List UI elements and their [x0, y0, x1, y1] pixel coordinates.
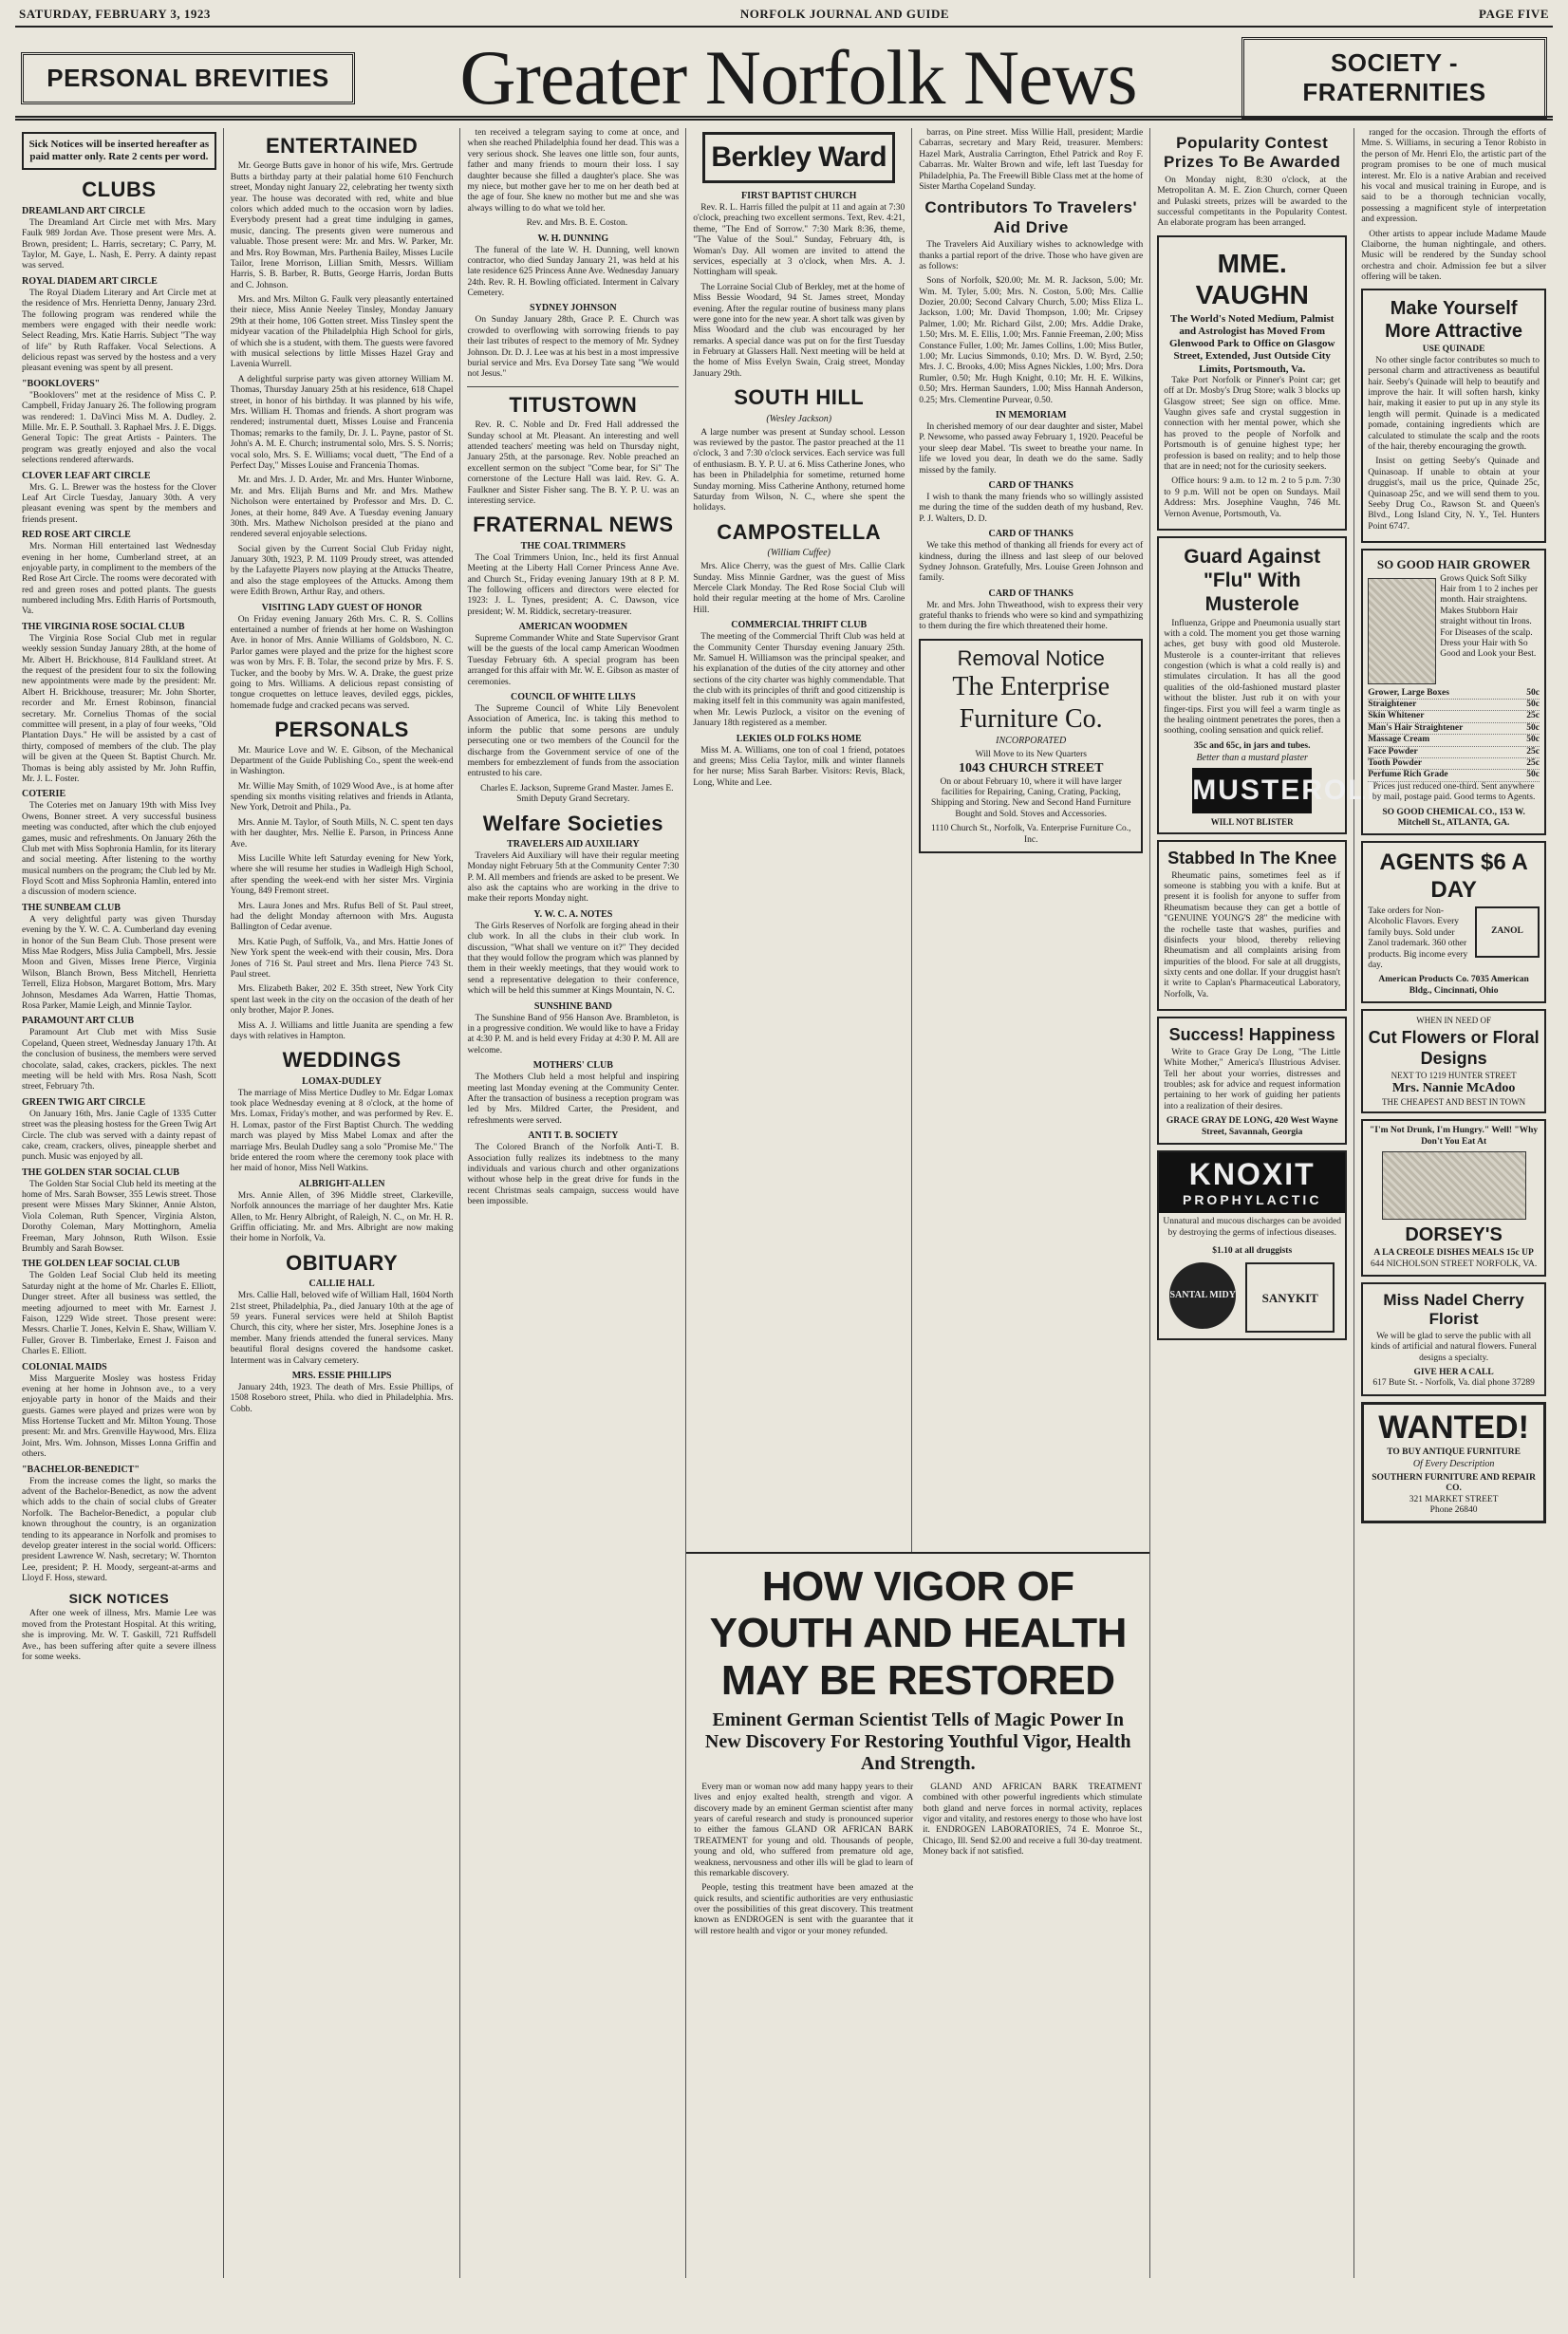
page-title: Greater Norfolk News: [459, 34, 1137, 121]
dorsey-ad: [1361, 1119, 1546, 1277]
removal-company-1: The Enterprise: [952, 672, 1111, 702]
price-row: [1368, 758, 1540, 770]
johnson-heading: SYDNEY JOHNSON: [530, 303, 617, 314]
flu-text: Influenza, Grippe and Pneumonia usually start with a cold. The moment you get those warning aches, get busy with good old Musterole. Musterole is a counter-irritant that relieves congestion (which is what a cold really is) and stimulates circulation. It has all the good qualities of the old-fashioned mustard plaster without the blister. Just rub it on with your finger-tips. First you will feel a warm tingle as the healing ointment penetrates the pores, then a soothing, cooling sensation and quick relief.: [1164, 618, 1341, 737]
dorsey-quote: "I'm Not Drunk, I'm Hungry." Well! "Why Don't You Eat At: [1370, 1126, 1539, 1147]
club-text: From the increase comes the light, so marks the advent of the Bachelor-Benedict, as now the advent which adds to the chain of social clubs of Greater Norfolk. The Bachelor-Benedict, a popular club known throughout the country, is an organization tending to its appearance in Norfolk and promises to develop greater interest in the social world. Officers: president Lawrence W. Nash, secretary; W. Thornton Lee, president; P. H. Moody, sergeant-at-arms and Lloyd F. Hoss, steward.: [22, 1476, 216, 1584]
removal-title: Removal Notice: [957, 645, 1105, 670]
knoxit-price: $1.10 at all druggists: [1212, 1245, 1293, 1256]
travelers-aid-text: Travelers Aid Auxiliary will have their regular meeting Monday night February 5th at the Community Center 7:30 P. M. All members and friends are asked to be present. We also ask the captains who are working in the drive to make their reports Monday night.: [467, 850, 680, 905]
coal-trimmers-text: The Coal Trimmers Union, Inc., held its first Annual Meeting at the Liberty Hall Corner Princess Anne Ave. and Church St., Friday evening January 19th at 8 P. M. The following officers and directors were elected for 1923: J. L. Tynes, president; A. C. Dawson, vice president; W. M. Riddick, secretary-treasurer.: [467, 552, 680, 617]
memoriam-heading: IN MEMORIAM: [995, 409, 1067, 420]
woodmen-heading: AMERICAN WOODMEN: [518, 622, 628, 633]
musterole-logo: MUSTEROLE: [1192, 768, 1312, 813]
club-text: Paramount Art Club met with Miss Susie Copeland, Queen street, Wednesday January 17th. At the conclusion of business, the members were served chocolate, salad, cakes, crackers, pickles. The next meeting will be held with Mrs. Rosa Nash, Scott street, February 7th.: [22, 1028, 216, 1092]
club-heading: "BACHELOR-BENEDICT": [22, 1464, 140, 1475]
zanol-logo: ZANOL: [1475, 906, 1540, 958]
flowers-tag: THE CHEAPEST AND BEST IN TOWN: [1382, 1096, 1526, 1107]
dorsey-address: 644 NICHOLSON STREET NORFOLK, VA.: [1370, 1259, 1538, 1269]
price-value: 50c: [1526, 700, 1540, 710]
wanted-address: 321 MARKET STREET: [1409, 1494, 1499, 1504]
personals-list: [231, 746, 454, 1043]
column-ads-1: [1150, 128, 1389, 2278]
dorsey-illustration: [1382, 1151, 1526, 1220]
visiting-text: On Friday evening January 26th Mrs. C. R. S. Collins entertained a number of friends at her home on Washington Ave. in honor of Mrs. Annie Williams of Goldsboro, N. C. Parlor games were played and the prize for the highest score was won by Mrs. F. B. Tolar, the second prize by Mrs. F. S. Tucker, and the booby by Mrs. W. A. Drake, the guest prize going to Mrs. Williams. A delicious repast consisting of tongue croquettes on lettuce leaves, deviled eggs, pickles, homemade fudge and cracked pecans was served.: [230, 614, 454, 711]
obituary-1-text: Mrs. Callie Hall, beloved wife of William Hall, 1604 North 21st street, Philadelphia, Pa., died January 10th at the age of 59 years. Funeral services were held at Shiloh Baptist Church, this city, where her sister, Mrs. Josephine Jones is a member. Many friends attended the funeral services. Many beautiful floral designs covered the handsome casket. Interment was in Calvary cemetery.: [230, 1291, 454, 1366]
flowers-ad: [1361, 1009, 1546, 1113]
mothers-club-text: The Mothers Club held a most helpful and inspiring meeting last Monday evening at the Community Center. After the transaction of business a reception program was led by Mrs. Mildred Carter, the President, and refreshments were served.: [467, 1073, 680, 1126]
price-value: 50c: [1526, 687, 1540, 698]
thanks-1-text: I wish to thank the many friends who so willingly assisted me during the time of the sudden death of my husband, Rev. P. J. Walters, D. D.: [919, 492, 1144, 524]
musterole-ad: [1157, 536, 1389, 834]
titustown-heading: TITUSTOWN: [509, 392, 638, 417]
sunshine-heading: SUNSHINE BAND: [533, 1000, 612, 1012]
society-fraternities-box: SOCIETY - FRATERNITIES: [1241, 37, 1547, 119]
price-row: [1368, 723, 1540, 735]
contest-continued: ranged for the occasion. Through the efforts of Mme. S. Williams, in securing a Tenor Robisto in the person of Mr. Henri Elo, the artistic part of the program promises to be one of much musical interest. Mr. Elo is a native Arabian and received his vocal and musical training in Europe, and is said to be a thorough technician vocally, possessing a magnificent style of interpretation and expression.: [1361, 128, 1546, 225]
attractive-sub: USE QUINADE: [1422, 345, 1485, 355]
commercial-thrift-text: The meeting of the Commercial Thrift Club was held at the Community Center Thursday evening January 25th. Mr. Samuel H. Williamson was the principal speaker, and his explanation of the duties of the city attorney and other sections of the city charter was highly commendable. That the club with its principles of thrift and good citizenship is making itself felt in this community was again manifested, when Mr. Lewis Puzlock, a visitor on the evening of January 18th registered as a member.: [693, 632, 905, 729]
coal-trimmers-heading: THE COAL TRIMMERS: [520, 540, 626, 551]
south-hill-heading: SOUTH HILL: [734, 385, 865, 410]
obituary-2-text: January 24th, 1923. The death of Mrs. Essie Phillips, of 1508 Roseboro street, Phila. who died in Philadelphia. Mrs. Cobb.: [230, 1382, 454, 1414]
wanted-desc: Of Every Description: [1412, 1458, 1495, 1469]
success-ad: [1157, 1017, 1347, 1145]
club-heading: THE GOLDEN LEAF SOCIAL CLUB: [22, 1259, 180, 1270]
club-text: Mrs. Norman Hill entertained last Wednesday evening in her home, Cumberland street, at an enjoyable party, in compliment to the members of the Red Rose Art Circle. The rooms were decorated with red and green roses and potted plants. The guests numbered including Mrs. Edith Harris of Portsmouth, Va.: [22, 542, 216, 617]
club-heading: COLONIAL MAIDS: [22, 1361, 107, 1372]
wedding-1-text: The marriage of Miss Mertice Dudley to Mr. Edgar Lomax took place Wednesday evening at 8 o'clock, at the home of Mrs. Lomax, Friday's mother, and was performed by Rev. E. H. Lomax, pastor of the First Baptist Church. The wedding march was played by Miss Mabel Lomax and after the marriage Mrs. Beulah Dudley sang a solo "Promise Me." The bride entered the room where the ceremony took place with her maid of honor, Miss Nell Watkins.: [230, 1088, 454, 1174]
hair-text: Grows Quick Soft Silky Hair from 1 to 2 inches per month. Hair straightens. Makes Stubborn Hair straight without tin Irons. For Diseases of the scalp. Dress your Hair with So Good and Look your Best.: [1440, 573, 1539, 660]
flowers-pre: WHEN IN NEED OF: [1416, 1016, 1491, 1026]
musterole-sub: WILL NOT BLISTER: [1210, 817, 1294, 828]
column-entertained: [224, 128, 461, 2278]
campostella-heading: CAMPOSTELLA: [717, 519, 882, 544]
removal-company-2: Furniture Co.: [959, 703, 1103, 734]
removal-inc: INCORPORATED: [996, 736, 1067, 747]
hair-body: [1368, 574, 1540, 688]
cherry-ad: [1361, 1282, 1546, 1396]
removal-footer: 1110 Church St., Norfolk, Va. Enterprise Furniture Co., Inc.: [930, 824, 1131, 845]
obituary-signature: Rev. and Mrs. B. E. Coston.: [526, 218, 628, 229]
column-fraternal: [460, 128, 686, 2278]
vigor-ad: [686, 1552, 1149, 1941]
obituary-2-heading: MRS. ESSIE PHILLIPS: [291, 1370, 392, 1381]
white-lilys-signature: Charles E. Jackson, Supreme Grand Master. James E. Smith Deputy Grand Secretary.: [480, 783, 674, 805]
personal-item: Miss Lucille White left Saturday evening for New York, where she will resume her studies in Wadleigh High School, after spending the week-end with her sister Mrs. Virginia Young, 849 Fremont street.: [230, 854, 454, 897]
divider: [467, 386, 679, 387]
sick-notices-text: After one week of illness, Mrs. Mamie Lee was moved from the Protestant Hospital. At this writing, she is improving. Mr. W. T. Gaskill, 721 Ruffsdell Ave., has been suffering after quite a severe illness for some weeks.: [22, 1609, 216, 1662]
stabbed-text: Rheumatic pains, sometimes feel as if someone is stabbing you with a knife. But at present it is foolish for anyone to suffer from Rheumatism because they can get a bottle of "GENUINE YOUNG'S 28" the medicine with the rochelle taste that washes, purifies and disinfects your blood, thereby relieving Rheumatism and all complaints arising from impurities of the blood. For sale at all druggists, sixty cents and one dollar. If your druggist hasn't it write to Caplan's Pharmaceutical Laboratory, Norfolk, Va.: [1164, 870, 1341, 999]
mothers-club-heading: MOTHERS' CLUB: [532, 1060, 613, 1072]
travelers-aid-heading: TRAVELERS AID AUXILIARY: [507, 838, 640, 850]
dorsey-tag: A LA CREOLE DISHES MEALS 15c UP: [1373, 1248, 1534, 1259]
folio-line: [15, 4, 1553, 28]
contributors-heading: Contributors To Travelers' Aid Drive: [924, 198, 1138, 236]
south-hill-text: A large number was present at Sunday school. Lesson was reviewed by the pastor. The pastor preached at the 11 o'clock, 3 and 7:30 o'clock services. Each service was full of enthusiasm. B. Y. P. U. at 6. Miss Catherine Jones, who has been in Philadelphia for sometime, returned home Sunday morning. Miss Catherine Anthony, returned home Saturday from Wilson, N. C., where she spent the holidays.: [693, 427, 905, 513]
club-heading: COTERIE: [22, 789, 66, 800]
price-row: [1368, 700, 1540, 711]
thanks-2-heading: CARD OF THANKS: [988, 529, 1073, 540]
white-lilys-text: The Supreme Council of White Lily Benevolent Association of America, Inc. is taking this method to inform the public that some persons are unduly persecuting one or two members of the Council for the discharge from the Government service of one of the members for embezzlement of funds from the association entrusted to his care.: [467, 704, 680, 779]
vigor-headline: HOW VIGOR OF YOUTH AND HEALTH MAY BE RESTORED: [709, 1563, 1127, 1704]
folio-paper: NORFOLK JOURNAL AND GUIDE: [739, 7, 950, 21]
club-text: The Golden Star Social Club held its meeting at the home of Mrs. Sarah Bowser, 355 Lewis street. Those present were Misses Mary Skinner, Annie Alston, Viola Coleman, Ruth Spencer, Virginia Alston, Dorothy Coleman, Mary Mottinghorn, Amelia Freeman, Mary Johnson, Ruth Wilson. Essie Brumbly and Sarah Bowser.: [22, 1179, 216, 1255]
price-row: [1368, 688, 1540, 700]
cherry-call: GIVE HER A CALL: [1413, 1368, 1494, 1377]
columns-4-5: [686, 128, 1150, 2278]
agents-heading: AGENTS $6 A DAY: [1379, 850, 1528, 904]
agents-body: [1368, 906, 1540, 975]
success-address: GRACE GRAY DE LONG, 420 West Wayne Street, Savannah, Georgia: [1166, 1116, 1338, 1137]
contest-continued-2: Other artists to appear include Madame Maude Claiborne, the human nightingale, and others. Music will be rendered by the Sunday school orchestra and choir. Admission fee but a silver offering will be taken.: [1361, 229, 1546, 283]
fraternal-news-heading: FRATERNAL NEWS: [473, 513, 674, 537]
flu-tagline: Better than a mustard plaster: [1196, 753, 1308, 764]
hair-company: SO GOOD CHEMICAL CO., 153 W. Mitchell St., ATLANTA, GA.: [1382, 807, 1525, 828]
vaughn-text: Take Port Norfolk or Pinner's Point car; get off at Dr. Mosby's Drug Store; walk 3 blocks up Glasgow street; See sign on office. Mme. Vaughn gives safe and crystal suggestion in connection with her mental power, which she has proved to the people of Norfolk and Portsmouth is of genuine highest type; her profession is based on reality; and to help those that are in need; not for the curiosity seekers.: [1164, 375, 1341, 472]
titustown-text: Rev. R. C. Noble and Dr. Fred Hall addressed the Sunday school at Mt. Pleasant. An interesting and well attended teachers' meeting was held on Thursday night, January 25th, at the parsonage. Rev. Noble preached an excellent sermon on the subject "Come bear, for Si" The cornerstone of the Lecture Hall was laid. Rev. G. A. Faulkner and Sister Fisher sang. The B. Y. P. U. was an interesting service.: [467, 420, 680, 506]
vigor-deck: Eminent German Scientist Tells of Magic Power In New Discovery For Restoring Youthful Vigor, Health And Strength.: [704, 1708, 1131, 1774]
club-text: The Dreamland Art Circle met with Mrs. Mary Faulk 989 Jordan Ave. Those present were Mrs. A. Brown, president; L. Harris, secretary; C. Parry, M. Taylor, M. Gaye, L. Nash, E. Perry. A dainty repast was served.: [22, 217, 216, 271]
flowers-address: NEXT TO 1219 HUNTER STREET: [1391, 1071, 1517, 1081]
club-text: The Virginia Rose Social Club met in regular weekly session Sunday January 28th, at the home of Mr. Albert H. Brickhouse, 814 Faulkland street. At the request of the president four to six the following new appointments were made by the president: Mr. Albert H. Brickhouse, treasurer; Mr. John Shorter, recorder and Mr. Ernest Robinson, financial secretary. Mr. Cornelius Thomas of the social committee will present, in a play of four weeks, "Old Plantation Days." He will be assisted by a cast of thirty, composed of members of the club. The play will be given at the Queen St. Baptist Church. Mr. Thomas is being ably assisted by Mr. John Ruffin, Mr. J. L. Foster.: [22, 633, 216, 784]
price-item: Massage Cream: [1368, 735, 1430, 745]
sick-notices-heading: SICK NOTICES: [68, 1590, 170, 1606]
removal-body: On or about February 10, where it will have larger facilities for Repairing, Caning, Crating, Packing, Shipping and Storing. New and Second Hand Furniture Bought and Sold. Stoves and Accessories.: [930, 776, 1131, 819]
vaughn-sub: The World's Noted Medium, Palmist and Astrologist has Moved From Glenwood Park to Office on Glasgow Street, Extended, Just Outside City Limits, Portsmouth, Va.: [1168, 312, 1335, 375]
ywca-heading: Y. W. C. A. NOTES: [533, 908, 613, 920]
flowers-name: Mrs. Nannie McAdoo: [1391, 1080, 1516, 1095]
entertained-item: Social given by the Current Social Club Friday night, January 30th, 1923, P. M. 1109 Proudy street, was attended by the Lafayette Players now playing at the Attucks Theatre, and also the stage employees of the Attucks. Among them were Edith Brown, Arthur Ray, and others.: [230, 544, 454, 598]
columns: [15, 128, 1553, 2278]
club-heading: "BOOKLOVERS": [22, 378, 101, 389]
club-text: "Booklovers" met at the residence of Miss C. P. Campbell, Friday January 26. The following program was rendered: 1. DaVinci Miss M. A. Dudley. 2. Mille. Mr. E. P. Southall. 3. Raphael Mrs. J. E. Diggs. General Topic: The great Artists - Painters. The program was greatly enjoyed and also the vocal selections rendered afterwards.: [22, 390, 216, 466]
club-text: The Golden Leaf Social Club held its meeting Saturday night at the home of Mr. Charles E. Elliott, Dunger street. After all business was settled, the meeting adjourned to meet with Mr. Earnest J. Faison, 1229 Wide street. Those present were: Messrs. Charlie T. Jones, Kelvin E. Shaw, William V. Fuller, Grover B. Timberlake, Ernest J. Faison and Charles E. Elliott.: [22, 1271, 216, 1357]
wanted-phone: Phone 26840: [1429, 1505, 1478, 1516]
first-baptist-heading: FIRST BAPTIST CHURCH: [741, 191, 857, 201]
stabbed-ad: [1157, 840, 1347, 1011]
santal-midy-logo: SANTAL MIDY: [1169, 1262, 1236, 1329]
south-hill-byline: (Wesley Jackson): [766, 413, 832, 424]
knoxit-products: [1159, 1257, 1345, 1338]
success-text: Write to Grace Gray De Long, "The Little White Mother," America's Illustrious Adviser. Tell her about your worries, distresses and troubles; ask for advice and request information pertaining to her work of guiding her patients into a realization of their desires.: [1164, 1047, 1341, 1111]
club-text: The Coteries met on January 19th with Miss Ivey Owens, Bonner street. A very successful business meeting was conducted, after which the club enjoyed games, music and refreshments. On January 26th the Club met with Miss Sophronia Hamlin, for its literary and social meeting. After listening to the worthy musical numbers on the program; the Club led by Mr. Floyd Scott and Miss Sophronia Hamlin, entered into a discussion of modern science.: [22, 801, 216, 898]
personal-item: Mr. Maurice Love and W. E. Gibson, of the Mechanical Department of the Guide Publishing Co., spent the week-end in Washington.: [230, 745, 454, 777]
thanks-1-heading: CARD OF THANKS: [988, 479, 1073, 491]
wanted-heading: WANTED!: [1378, 1409, 1529, 1446]
anti-tb-heading: ANTI T. B. SOCIETY: [528, 1130, 619, 1142]
price-row: [1368, 735, 1540, 746]
weddings-heading: WEDDINGS: [282, 1048, 401, 1073]
personal-item: Mrs. Katie Pugh, of Suffolk, Va., and Mrs. Hattie Jones of New York spent the week-end with their cousin, Mrs. Dora Jones of 716 St. Paul street and Mrs. Ilena Pierce 743 St. Paul street.: [230, 937, 454, 980]
club-text: On January 16th, Mrs. Janie Cagle of 1335 Cutter street was the pleasing hostess for the Green Twig Art Circle. The club was served with a dainty repast of cake, cream, crackers, olives, pineapple sherbet and punch. Music was enjoyed by all.: [22, 1109, 216, 1163]
price-row: [1368, 747, 1540, 758]
vigor-p3: GLAND AND AFRICAN BARK TREATMENT combined with other powerful ingredients which stimulate both gland and nerve forces in normal activity, replaces vigor and vitality, and restores energy to those who have lost it. ENDROGEN LABORATORIES, 74 E. Monroe St., Chicago, Ill. Send $2.00 and receive a full 30-day treatment. Money back if not satisfied.: [923, 1782, 1143, 1858]
lekies-heading: LEKIES OLD FOLKS HOME: [736, 733, 862, 744]
knoxit-text: Unnatural and mucous discharges can be avoided by destroying the germs of infectious diseases.: [1163, 1217, 1342, 1238]
price-item: Face Powder: [1368, 746, 1418, 756]
club-text: Miss Marguerite Mosley was hostess Friday evening at her home in Johnson ave., to a very enjoyable party in honor of the Maids and their guests. Games were played and prizes were won by Miss Hortense Tuckett and Mr. Milton Young. Those present: Mr. and Mrs. Grenville Haywood, Mrs. Eliza Joint, Mrs. Wm. Johnson, Misses Lonna Griffin and others.: [22, 1373, 216, 1460]
lekies-text: Miss M. A. Williams, one ton of coal 1 friend, potatoes and greens; Miss Celia Taylor, milk and winter flannels for her nurse; Miss Sarah Barber. Visitors: Revis, Black, Long, White and Lee.: [693, 745, 905, 788]
cherry-name: Miss Nadel Cherry Florist: [1383, 1291, 1524, 1329]
personal-brevities-box: PERSONAL BREVITIES: [21, 52, 355, 104]
club-text: The Royal Diadem Literary and Art Circle met at the residence of Mrs. Henrietta Denny, January 23rd. The following program was rendered while the members were engaged with their needle work: Select Reading, Mrs. Katie Harris. Subject "The way of life" by Ruth Raffaker. Vocal Selections. A delicious repast was served by the hostess and a very pleasant evening was spent by all present.: [22, 288, 216, 374]
thanks-2-text: We take this method of thanking all friends for every act of kindness, during the illness and last sleep of our beloved Sydney Johnson. Gratefully, Mrs. Louise Green Johnson and family.: [919, 541, 1144, 584]
vigor-p1: Every man or woman now add many happy years to their lives and enjoy exalted health, strength and vigor. A discovery made by an eminent German scientist after many years of careful research and study is pronounced superior to either the famous GLAND OR AFRICAN BARK TREATMENT for young and old. Thousands of people, young and old, who suffered from premature old age, weakness, nervousness and other ills will be glad to learn of this remarkable discovery.: [694, 1782, 914, 1878]
vaughn-hours: Office hours: 9 a.m. to 12 m. 2 to 5 p.m. 7:30 to 9 p.m. Will not be open on Sundays. Mail Address: Mrs. Josephine Vaughn, 746 Mt. Vernon Avenue, Portsmouth, Va.: [1164, 476, 1341, 519]
sick-notice-box: Sick Notices will be inserted hereafter as paid matter only. Rate 2 cents per word.: [22, 132, 216, 170]
price-list: [1368, 688, 1540, 782]
obituary-1-heading: CALLIE HALL: [308, 1279, 375, 1290]
obituary-continued: ten received a telegram saying to come at once, and when she reached Philadelphia found her dead. This was a very serious shock. She leaves one little son, four aunts, father and many friends to mourn their loss. I say daughter because she filled a daughter's place. She was my niece, but mother gave her to me on her death bed at the age of four. She knew no mother but me and she was always willing to do what we told her.: [467, 128, 680, 214]
wedding-1-heading: LOMAX-DUDLEY: [302, 1075, 383, 1087]
hair-note: Prices just reduced one-third. Sent anywhere by mail, postage paid. Good terms to Agents.: [1372, 781, 1536, 803]
dunning-text: The funeral of the late W. H. Dunning, well known contractor, who died Sunday January 21, was held at his late residence 625 Princess Anne Ave. Wednesday January 24th. Rev. R. H. Bowling officiated. Interment in Calvary Cemetery.: [467, 245, 680, 299]
entertained-item: A delightful surprise party was given attorney William M. Thomas, Thursday January 25th at his residence, 618 Chapel street, in honor of his birthday. It was planned by his wife, Mrs. William H. Thomas and friends. A short program was rendered; instrumental duett, Misses Louise and Francenia Thomas; remarks to the family, Dr. J. L. Payne, pastor of St. John's A. M. E. Church; instrumental solo, Mrs. S. S. Norris; vocal solo, Mrs. S. E. Williams; vocal duett, "The End of a Perfect Day," Misses Louise and Francenia Thomas.: [230, 374, 454, 471]
agents-company: American Products Co. 7035 American Bldg., Cincinnati, Ohio: [1378, 975, 1529, 996]
price-value: 25c: [1526, 746, 1540, 756]
entertained-item: Mr. George Butts gave in honor of his wife, Mrs. Gertrude Butts a birthday party at their palatial home 610 Fenchurch street, Monday night January 22, celebrating her twenty sixth year. The house was decorated with red, white and blue colors which added much to the occasion worn by ladies. Everybody present had a great time indulging in games, music, dancing. The presents given were numerous and valuable. Those present were: Mr. and Mrs. W. Parker, Mr. and Mrs. Roy Bowman, Mrs. Parthenia Bailey, Misses Lucile Tailor, Irene Morrison, Lillian Smith, Messrs. William Harris, S. B. Barber, R. Butts, George Harris, Jordan Butts and C. Johnson.: [230, 161, 454, 290]
vigor-p2: People, testing this treatment have been amazed at the quick results, and scientific authorities are very enthusiastic over the possibilities of this great discovery. This treatment known as ENDROGEN is sent with the guarantee that it will restore health and vigor or your money refunded.: [694, 1883, 914, 1936]
column-berkley: [686, 128, 912, 1552]
welfare-heading: Welfare Societies: [482, 811, 663, 835]
wedding-2-heading: ALBRIGHT-ALLEN: [298, 1178, 385, 1189]
removal-address: 1043 CHURCH STREET: [958, 760, 1104, 775]
price-item: Man's Hair Straightener: [1368, 722, 1464, 733]
white-lilys-heading: COUNCIL OF WHITE LILYS: [511, 692, 636, 703]
upper-columns: [686, 128, 1149, 1552]
removal-will: Will Move to its New Quarters: [975, 750, 1087, 760]
campostella-byline: (William Cuffee): [767, 548, 831, 559]
knoxit-logo: KNOXIT: [1159, 1152, 1345, 1192]
berkley-ward-title: Berkley Ward: [702, 132, 895, 183]
sunshine-text: The Sunshine Band of 956 Hanson Ave. Brambleton, is in a progressive condition. We would like to have a Friday at 4:30 P. M. and is held every Friday at 4:30 P. M. All are welcome.: [467, 1013, 680, 1055]
price-item: Straightener: [1368, 700, 1417, 710]
folio-page: PAGE FIVE: [1479, 7, 1549, 21]
cherry-text: We will be glad to serve the public with all kinds of artificial and natural flowers. Funeral designs a specialty.: [1371, 1331, 1538, 1363]
price-value: 50c: [1526, 770, 1540, 780]
attractive-text: No other single factor contributes so much to personal charm and attractiveness as beautiful hair. Seeby's Quinade will help to beautify and improve the hair. It will soften harsh, kinky hair, making it easier to put up in any style its length will permit. Quinade is a medicated pomade, containing ingredients which are calculated to stimulate the scalp and the roots of the hair, thereby encouraging the growth.: [1368, 355, 1540, 452]
price-row: [1368, 711, 1540, 722]
commercial-thrift-heading: COMMERCIAL THRIFT CLUB: [731, 620, 868, 631]
thanks-3-text: Mr. and Mrs. John Thweathood, wish to express their very grateful thanks to friends who were so kind and sympathizing to them during the fire which threatened their home.: [919, 600, 1144, 632]
price-value: 50c: [1526, 735, 1540, 745]
ywca-text: The Girls Reserves of Norfolk are forging ahead in their club work. In all the clubs in their club work. In discussion, "What shall we venture on it?" They decided that they would follow the program which was planned by them in their weekly meetings, that they would work to send a representative delegation to their conference, which will be held this summer at Kings Mountain, N. C.: [467, 921, 680, 997]
knoxit-sub: PROPHYLACTIC: [1159, 1192, 1345, 1213]
personal-item: Mrs. Laura Jones and Mrs. Rufus Bell of St. Paul street, had the delight Monday afternoon with Mrs. Augusta Ballington of Cedar avenue.: [230, 901, 454, 933]
club-heading: THE GOLDEN STAR SOCIAL CLUB: [22, 1167, 179, 1178]
price-item: Perfume Rich Grade: [1368, 770, 1448, 780]
woodmen-text: Supreme Commander White and State Supervisor Grant will be the guests of the local camp American Woodmen Tuesday February 6th. A special program has been arranged for this affair with Mr. W. E. Gibson as master of ceremonies.: [467, 634, 680, 687]
visiting-heading: VISITING LADY GUEST OF HONOR: [261, 602, 422, 613]
club-heading: CLOVER LEAF ART CIRCLE: [22, 470, 151, 481]
attractive-heading: Make Yourself More Attractive: [1385, 298, 1523, 343]
contest-text: On Monday night, 8:30 o'clock, at the Metropolitan A. M. E. Zion Church, corner Queen and Pulaski streets, prizes will be awarded to the successful competitants in the Popularity Contest. An elaborate program has been arranged.: [1157, 175, 1348, 229]
anti-tb-text: The Colored Branch of the Norfolk Anti-T. B. Association fully realizes its indebtness to the many individuals and various church and other organizations without whose help in the great drive for funds in the recent Christmas seals campaign, success would have been impossible.: [467, 1143, 680, 1207]
wedding-2-text: Mrs. Annie Allen, of 396 Middle street, Clarkeville, Norfolk announces the marriage of her daughter Mrs. Katie Allen, to Mr. Henry Albright, of Raleigh, N. C., on Mr. H. R. Griffin officiating. Mr. and Mrs. Albright are now making their home in Norfolk, Va.: [230, 1190, 454, 1244]
contest-heading: Popularity Contest Prizes To Be Awarded: [1164, 134, 1341, 172]
personal-item: Mrs. Annie M. Taylor, of South Mills, N. C. spent ten days with her daughter, Mrs. Nellie E. Parson, in Princess Anne Ave.: [230, 817, 454, 850]
woman-portrait-image: [1368, 578, 1436, 684]
dorsey-name: DORSEY'S: [1405, 1224, 1503, 1246]
campostella-text: Mrs. Alice Cherry, was the guest of Mrs. Callie Clark Sunday. Miss Minnie Gardner, was the guest of Miss Mercele Clark Monday. The Red Rose Social Club will hold their regular meeting at the home of Mrs. Caroline Hill.: [693, 562, 905, 615]
folio-date: SATURDAY, FEBRUARY 3, 1923: [19, 7, 211, 21]
column-clubs: [15, 128, 224, 2278]
contributors-list: Sons of Norfolk, $20.00; Mr. M. R. Jackson, 5.00; Mr. Wm. M. Tyler, 5.00; Mrs. N. Coston, 5.00; Mrs. Callie Dozier, 20.00; Second Calvary Church, 5.00; Miss Eliza L. Jackson, 1.00; Mr. David Thompson, 1.00; Mr. Cripsey Palmer, 1.00; Mr. Richard Gilst, 2.00; Mrs. Addie Drake, 1.50; Mrs. M. E. Ellis, 1.00; Mrs. Fannie Freeman, 2.00; Miss Constance Fuller, 1.00; Mr. James Collins, 1.00; Miss Butler, 1.00; Mr. Lucius Simmonds, 0.10; Mrs. D. W. Byrd, 2.50; Mrs. J. C. Brooks, 4.00; Miss Agnes Nickles, 1.00; Mrs. Dora Rumler, 0.50; Mr. Hugh Knight, 0.10; Mr. H. E. Wilkins, 0.50; Mrs. Herman Saunders, 1.00; Miss Hannah Anderson, 0.25; Mrs. Clementine Purvear, 0.50.: [919, 276, 1144, 405]
entertained-item: Mr. and Mrs. J. D. Arder, Mr. and Mrs. Hunter Winborne, Mr. and Mrs. Elijah Burns and Mr. and Mrs. Mathew Nicholson were entertained by Professor and Mrs. D. C. Jones, at their home, 849 Ave. A Tuesday evening January 30th. Mrs. Mathew Nicholson presided at the piano and rendered several enjoyable selections.: [230, 476, 454, 540]
dunning-heading: W. H. DUNNING: [537, 233, 609, 244]
club-heading: PARAMOUNT ART CLUB: [22, 1016, 134, 1027]
personal-item: Miss A. J. Williams and little Juanita are spending a few days with relatives in Hampton.: [230, 1020, 454, 1041]
cherry-address: 617 Bute St. - Norfolk, Va. dial phone 37289: [1372, 1378, 1535, 1389]
clubs-list: [22, 206, 216, 1585]
personal-item: Mr. Willie May Smith, of 1029 Wood Ave., is at home after spending six months visiting relatives and friends in Atlanta, New York, Detroit and Phila., Pa.: [230, 781, 454, 813]
attractive-text-2: Insist on getting Seeby's Quinade and Quinasoap. If unable to obtain at your druggist's, mail us the price, Quinade 25c, Quinasoap 25c, and we will send them to you. Seeby Drug Co., Rawson St. and Queen's Blvd., Long Island City, N. Y., Tel. Hunters Point 6747.: [1368, 457, 1540, 532]
club-text: A very delightful party was given Thursday evening by the Y. W. C. A. Cumberland day evening in honor of the Sun Beam Club. Those present were Miss Mae Rodgers, Miss Julia Campbell, Mrs. Jessie Moon and Given, Misses Irene Pierce, Virginia Wilson, Blanch Brown, Bess Mitchell, Henrietta Terrell, Eliza Hobson, Margaret Bottom, Mrs. Mary Johnson, Mesdames Ada Warren, Hattie Thomas, Rosa Parker, Mamie Leigh, and Minnie Taylor.: [22, 914, 216, 1011]
column-ads-2: [1354, 128, 1553, 2278]
club-heading: THE SUNBEAM CLUB: [22, 902, 121, 913]
vigor-body: [694, 1783, 1142, 1941]
wanted-ad: [1361, 1402, 1546, 1523]
entertained-item: Mrs. and Mrs. Milton G. Faulk very pleasantly entertained their niece, Miss Annie Neeley Tinsley, Monday January 29th at their home, 106 Gotten street. Miss Tinsley spent the midyear vacation of the Philadelphia High School for girls, of which she is a student, with them. The guests were favored with musical selections by little Misses Hazel Gray and Lavenia Wurrell.: [230, 295, 454, 370]
success-heading: Success! Happiness: [1168, 1025, 1335, 1045]
price-value: 25c: [1526, 758, 1540, 769]
contributors-intro: The Travelers Aid Auxiliary wishes to acknowledge with thanks a partial report of the drive. Those who have given are as follows:: [919, 240, 1144, 271]
thanks-3-heading: CARD OF THANKS: [988, 588, 1073, 599]
price-item: Skin Whitener: [1368, 711, 1425, 721]
vaughn-name: MME. VAUGHN: [1195, 248, 1309, 310]
column-contributors: [912, 128, 1149, 1552]
agents-text: Take orders for Non-Alcoholic Flavors. Every family buys. Sold under Zanol trademark. 360 other products. Big income every day.: [1368, 906, 1468, 970]
obituary-heading: OBITUARY: [286, 1250, 399, 1275]
club-text: Mrs. G. L. Brewer was the hostess for the Clover Leaf Art Circle Tuesday, January 30th. A very pleasant evening was spent by the members and friends present.: [22, 482, 216, 525]
lorraine-text: The Lorraine Social Club of Berkley, met at the home of Miss Bessie Woodard, 94 St. James street, Monday evening. After the regular routine of business many plans were gone into for the new year. A short talk was given by Miss Woodard and the club was encouraged by her remarks. A special dance was put on for the first Tuesday in February at Glassers Hall. Next meeting will be held at the home of Miss Evelyn Swain, Craig street, Monday January 29th.: [693, 282, 905, 379]
removal-notice-ad: [919, 639, 1143, 853]
price-row: [1368, 770, 1540, 781]
wanted-company: SOUTHERN FURNITURE AND REPAIR CO.: [1372, 1472, 1536, 1494]
entertained-list: [231, 161, 454, 598]
memoriam-text: In cherished memory of our dear daughter and sister, Mabel P. Newsome, who passed away February 1, 1920. Peaceful be your sleep dear Mabel. 'Tis sweet to breathe your name. In life we loved you dear, In death we do the same. Sadly missed by the family.: [919, 421, 1144, 476]
vaughn-ad: [1157, 235, 1347, 531]
first-baptist-text: Rev. R. L. Harris filled the pulpit at 11 and again at 7:30 o'clock, preaching two excellent sermons. Text, Rev. 4:21, theme, "The End of Sorrow." 7:30 Mark 8:36, theme, "The Value of the Soul." Sunday, February 4th, is Woman's Day. All women are invited to attend the services, especially at 3 o'clock, when Mrs. A. J. Nottingham will speak.: [693, 203, 905, 278]
stabbed-heading: Stabbed In The Knee: [1167, 848, 1337, 868]
flowers-heading: Cut Flowers or Floral Designs: [1368, 1027, 1540, 1068]
price-item: Grower, Large Boxes: [1368, 687, 1449, 698]
hair-heading: SO GOOD HAIR GROWER: [1376, 557, 1531, 572]
knoxit-ad: [1157, 1150, 1347, 1340]
price-value: 50c: [1526, 722, 1540, 733]
wanted-sub: TO BUY ANTIQUE FURNITURE: [1387, 1447, 1521, 1457]
masthead: [15, 28, 1553, 121]
personal-item: Mrs. Elizabeth Baker, 202 E. 35th street, New York City spent last week in the city on the occasion of the death of her only brother, Major P. Jones.: [230, 984, 454, 1017]
quinade-ad: [1361, 289, 1546, 543]
so-good-ad: [1361, 549, 1546, 835]
price-value: 25c: [1526, 711, 1540, 721]
flu-heading: Guard Against "Flu" With Musterole: [1184, 545, 1321, 616]
johnson-text: On Sunday January 28th, Grace P. E. Church was crowded to overflowing with sorrowing friends to pay their last tributes of respect to the memory of Mr. Sydney Johnson. Dr. D. J. Lee was at his best in a most impressive burial service and Mrs. Eva Dorsey Tate sang "We would not Jesus.": [467, 315, 680, 380]
clubs-heading: CLUBS: [82, 177, 157, 202]
sanykit-logo: SANYKIT: [1245, 1262, 1335, 1333]
flu-price: 35c and 65c, in jars and tubes.: [1193, 740, 1311, 751]
club-heading: GREEN TWIG ART CIRCLE: [22, 1096, 146, 1108]
price-item: Tooth Powder: [1368, 758, 1423, 769]
club-heading: ROYAL DIADEM ART CIRCLE: [22, 275, 158, 287]
agents-ad: [1361, 841, 1546, 1003]
club-continued: barras, on Pine street. Miss Willie Hall, president; Mardie Cabarras, secretary and Mary Reid, treasurer. Members: Hazel Mark, Australia Carrington, Ethel Patrick and Roy F. Cabarras. Mr. Walter Brown and wife, left last Tuesday for Philadelphia, Pa. The Freewill Bible Class met at the home of Sister Martha Copeland Sunday.: [919, 128, 1144, 192]
entertained-heading: ENTERTAINED: [265, 134, 419, 158]
club-heading: RED ROSE ART CIRCLE: [22, 530, 131, 541]
club-heading: THE VIRGINIA ROSE SOCIAL CLUB: [22, 621, 185, 632]
club-heading: DREAMLAND ART CIRCLE: [22, 205, 146, 216]
personals-heading: PERSONALS: [274, 718, 409, 742]
